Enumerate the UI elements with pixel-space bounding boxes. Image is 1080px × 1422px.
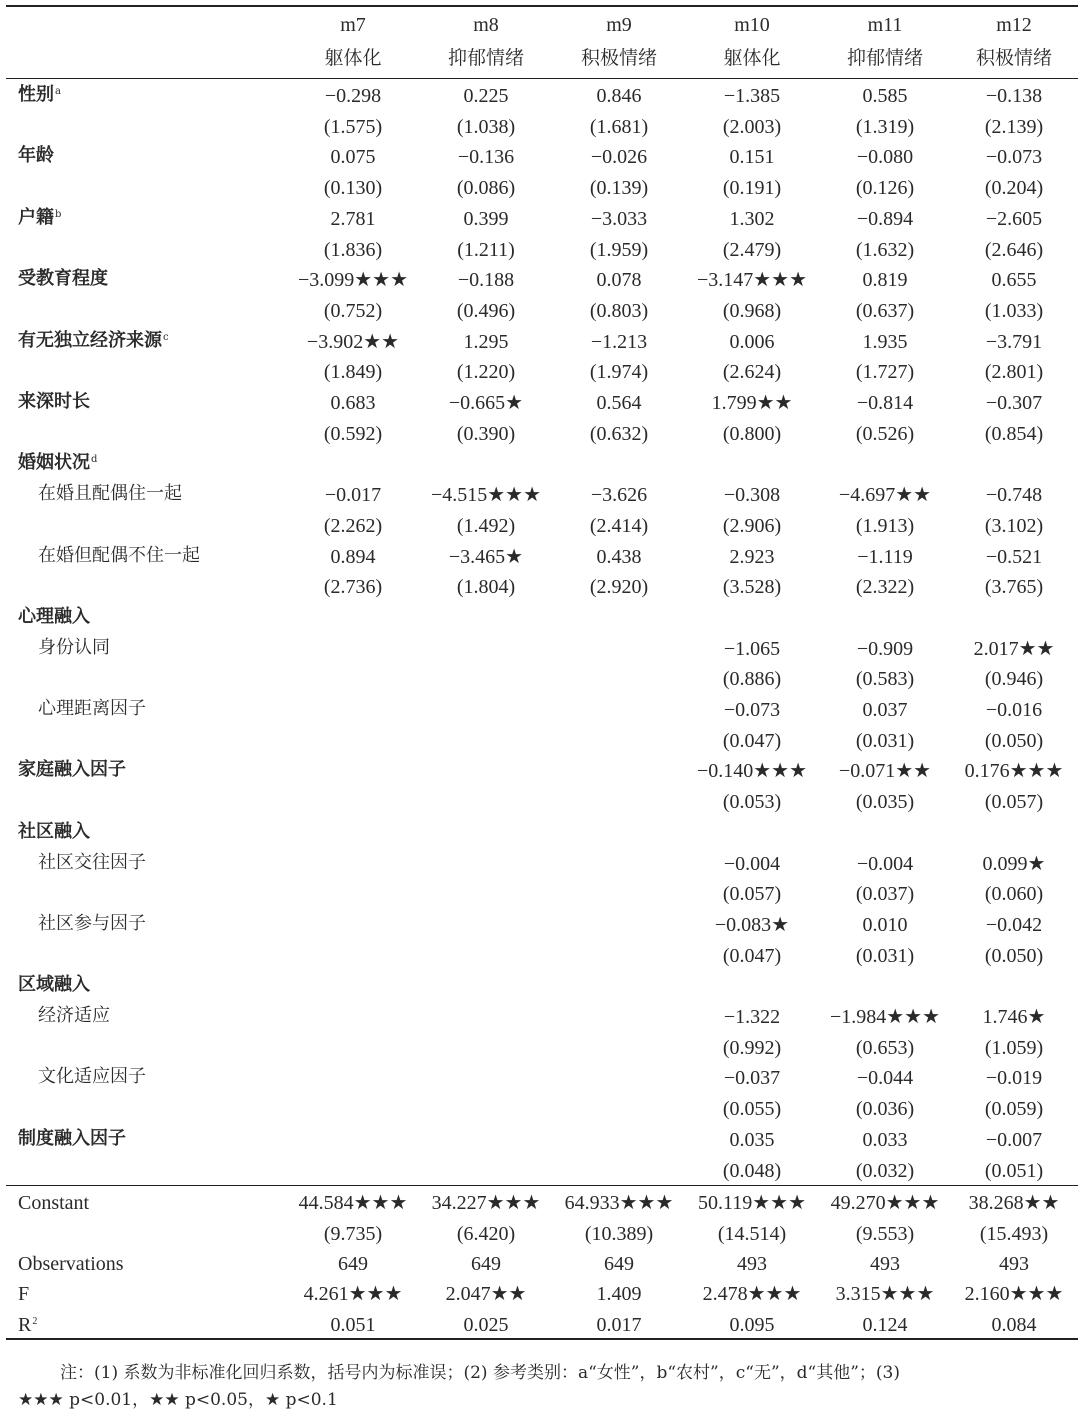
- coefficient-cell: −0.307: [985, 392, 1043, 414]
- std-error-cell: (0.854): [984, 423, 1044, 445]
- std-error-cell: (0.060): [984, 883, 1044, 905]
- coefficient-cell: −0.748: [985, 484, 1043, 506]
- std-error-cell: (1.959): [589, 239, 649, 261]
- std-error-cell: (0.800): [722, 423, 782, 445]
- coefficient-cell: −0.909: [856, 638, 914, 660]
- coefficient-cell: 0.564: [596, 392, 642, 414]
- coefficient-cell: −1.119: [857, 546, 913, 568]
- std-error-cell: (1.220): [456, 361, 516, 383]
- std-error-cell: (0.031): [855, 730, 915, 752]
- coefficient-cell: −0.188: [457, 269, 515, 291]
- row-label-superscript: d: [91, 454, 98, 465]
- coefficient-cell: −0.016: [985, 699, 1043, 721]
- std-error-cell: (0.390): [456, 423, 516, 445]
- column-dv-m8: 抑郁情绪: [447, 47, 524, 69]
- row-label: 身份认同: [38, 637, 110, 658]
- std-error-cell: (3.765): [984, 576, 1044, 598]
- std-error-cell: (2.801): [984, 361, 1044, 383]
- std-error-cell: (1.059): [984, 1037, 1044, 1059]
- coefficient-cell: 0.006: [729, 331, 775, 353]
- column-dv-m11: 抑郁情绪: [846, 47, 923, 69]
- coefficient-cell: 0.033: [862, 1129, 908, 1151]
- std-error-cell: (1.913): [855, 515, 915, 537]
- coefficient-cell: −4.697★★: [838, 484, 932, 506]
- header-rule: [6, 78, 1078, 79]
- coefficient-cell: −0.138: [985, 85, 1043, 107]
- std-error-cell: (0.050): [984, 945, 1044, 967]
- std-error-cell: (0.992): [722, 1037, 782, 1059]
- coefficient-cell: −1.065: [723, 638, 781, 660]
- stat-label: Constant: [18, 1192, 90, 1214]
- stat-cell: 0.084: [991, 1314, 1037, 1336]
- row-label: 区域融入: [18, 974, 90, 995]
- stat-cell: 3.315★★★: [835, 1283, 935, 1305]
- row-label: 制度融入因子: [18, 1128, 126, 1149]
- std-error-cell: (1.033): [984, 300, 1044, 322]
- std-error-cell: (0.946): [984, 668, 1044, 690]
- stat-cell: 649: [604, 1253, 634, 1275]
- coefficient-cell: −1.213: [590, 331, 648, 353]
- row-label: 婚姻状况$^d$: [18, 452, 98, 473]
- coefficient-cell: −4.515★★★: [430, 484, 542, 506]
- row-label: 经济适应: [38, 1005, 110, 1026]
- coefficient-cell: 0.035: [729, 1129, 775, 1151]
- column-model-m11: m11: [867, 14, 903, 36]
- coefficient-cell: 0.151: [729, 146, 775, 168]
- coefficient-cell: 0.655: [991, 269, 1037, 291]
- row-label: 受教育程度: [18, 268, 108, 289]
- coefficient-cell: 2.781: [330, 208, 376, 230]
- std-error-cell: (2.646): [984, 239, 1044, 261]
- stat-cell: 0.017: [596, 1314, 642, 1336]
- coefficient-cell: −3.791: [985, 331, 1043, 353]
- stat-cell: 4.261★★★: [303, 1283, 403, 1305]
- std-error-cell: (2.624): [722, 361, 782, 383]
- coefficient-cell: −0.136: [457, 146, 515, 168]
- coefficient-cell: 0.819: [862, 269, 908, 291]
- row-label-superscript: a: [55, 86, 61, 97]
- std-error-cell: (1.727): [855, 361, 915, 383]
- std-error-cell: (1.974): [589, 361, 649, 383]
- coefficient-cell: −0.083★: [714, 914, 790, 936]
- coefficient-cell: 0.078: [596, 269, 642, 291]
- coefficient-cell: 0.176★★★: [964, 760, 1064, 782]
- std-error-cell: (0.037): [855, 883, 915, 905]
- std-error-cell: (0.032): [855, 1160, 915, 1182]
- std-error-cell: (2.322): [855, 576, 915, 598]
- note-line-1: 注：(1) 系数为非标准化回归系数，括号内为标准误；(2) 参考类别：a“女性”，b“农村”，c“无”，d“其他”；(3): [60, 1363, 900, 1383]
- coefficient-cell: −1.385: [723, 85, 781, 107]
- stat-cell: 2.160★★★: [964, 1283, 1064, 1305]
- coefficient-cell: −0.004: [856, 853, 914, 875]
- row-label: 心理距离因子: [38, 698, 146, 719]
- table-note: [18, 1360, 1068, 1414]
- stat-cell: 1.409: [596, 1283, 642, 1305]
- std-error-cell: (2.414): [589, 515, 649, 537]
- std-error-cell: (2.139): [984, 116, 1044, 138]
- coefficient-cell: −3.033: [590, 208, 648, 230]
- bottom-rule: [6, 1338, 1078, 1340]
- stat-cell: 2.478★★★: [702, 1283, 802, 1305]
- coefficient-cell: −3.147★★★: [696, 269, 808, 291]
- coefficient-cell: −0.037: [723, 1067, 781, 1089]
- std-error-cell: (0.968): [722, 300, 782, 322]
- row-label: 社区参与因子: [38, 913, 146, 934]
- std-error-cell: (2.262): [323, 515, 383, 537]
- std-error-cell: (0.053): [722, 791, 782, 813]
- coefficient-cell: 0.399: [463, 208, 509, 230]
- coefficient-cell: 1.302: [729, 208, 775, 230]
- std-error-cell: (0.059): [984, 1098, 1044, 1120]
- stat-cell: 493: [999, 1253, 1029, 1275]
- column-dv-m9: 积极情绪: [580, 47, 657, 69]
- std-error-cell: (0.886): [722, 668, 782, 690]
- std-error-cell: (0.592): [323, 423, 383, 445]
- column-dv-m12: 积极情绪: [975, 47, 1052, 69]
- stat-cell: (10.389): [584, 1223, 654, 1245]
- std-error-cell: (1.632): [855, 239, 915, 261]
- stat-cell: (6.420): [456, 1223, 516, 1245]
- stat-cell: 0.124: [862, 1314, 908, 1336]
- coefficient-cell: −3.099★★★: [297, 269, 409, 291]
- row-label: 在婚但配偶不住一起: [38, 545, 200, 566]
- std-error-cell: (1.804): [456, 576, 516, 598]
- coefficient-cell: 0.010: [862, 914, 908, 936]
- coefficient-cell: −0.894: [856, 208, 914, 230]
- std-error-cell: (0.637): [855, 300, 915, 322]
- stat-cell: 44.584★★★: [298, 1192, 408, 1214]
- std-error-cell: (0.496): [456, 300, 516, 322]
- note-line-2: ★★★ p<0.01，★★ p<0.05，★ p<0.1: [18, 1390, 338, 1410]
- stat-label: Observations: [18, 1253, 124, 1275]
- coefficient-cell: −2.605: [985, 208, 1043, 230]
- stat-cell: 34.227★★★: [431, 1192, 541, 1214]
- coefficient-cell: 1.295: [463, 331, 509, 353]
- stat-cell: 0.025: [463, 1314, 509, 1336]
- coefficient-cell: −0.298: [324, 85, 382, 107]
- column-model-m12: m12: [996, 14, 1032, 36]
- stat-cell: 649: [338, 1253, 368, 1275]
- row-label: 社区融入: [18, 821, 90, 842]
- std-error-cell: (0.048): [722, 1160, 782, 1182]
- coefficient-cell: −3.902★★: [306, 331, 400, 353]
- std-error-cell: (2.003): [722, 116, 782, 138]
- std-error-cell: (2.479): [722, 239, 782, 261]
- std-error-cell: (1.211): [457, 239, 515, 261]
- top-rule: [6, 5, 1078, 7]
- coefficient-cell: 0.099★: [982, 853, 1046, 875]
- row-label: 心理融入: [18, 606, 90, 627]
- coefficient-cell: 0.894: [330, 546, 376, 568]
- std-error-cell: (0.047): [722, 730, 782, 752]
- column-dv-m10: 躯体化: [723, 47, 781, 69]
- stat-cell: 493: [870, 1253, 900, 1275]
- std-error-cell: (1.575): [323, 116, 383, 138]
- std-error-cell: (1.038): [456, 116, 516, 138]
- std-error-cell: (2.906): [722, 515, 782, 537]
- coefficient-cell: −0.073: [985, 146, 1043, 168]
- stat-label: $R^2$: [18, 1314, 38, 1336]
- coefficient-cell: −3.465★: [448, 546, 524, 568]
- std-error-cell: (0.086): [456, 177, 516, 199]
- coefficient-cell: −0.308: [723, 484, 781, 506]
- coefficient-cell: −0.073: [723, 699, 781, 721]
- std-error-cell: (1.836): [323, 239, 383, 261]
- std-error-cell: (0.031): [855, 945, 915, 967]
- coefficient-cell: −0.042: [985, 914, 1043, 936]
- std-error-cell: (0.126): [855, 177, 915, 199]
- std-error-cell: (0.055): [722, 1098, 782, 1120]
- coefficient-cell: 1.799★★: [711, 392, 793, 414]
- coefficient-cell: −0.004: [723, 853, 781, 875]
- row-label-superscript: b: [55, 209, 62, 220]
- coefficient-cell: 2.017★★: [973, 638, 1055, 660]
- coefficient-cell: 0.683: [330, 392, 376, 414]
- std-error-cell: (0.204): [984, 177, 1044, 199]
- stat-cell: 38.268★★: [968, 1192, 1060, 1214]
- coefficient-cell: 1.935: [862, 331, 908, 353]
- std-error-cell: (1.492): [456, 515, 516, 537]
- row-label: 社区交往因子: [38, 852, 146, 873]
- std-error-cell: (0.583): [855, 668, 915, 690]
- stat-cell: 64.933★★★: [564, 1192, 674, 1214]
- row-label: 文化适应因子: [38, 1066, 146, 1087]
- std-error-cell: (1.849): [323, 361, 383, 383]
- stat-cell: 493: [737, 1253, 767, 1275]
- stat-cell: 50.119★★★: [697, 1192, 807, 1214]
- std-error-cell: (2.736): [323, 576, 383, 598]
- std-error-cell: (0.191): [722, 177, 782, 199]
- column-dv-m7: 躯体化: [324, 47, 382, 69]
- row-label: 年龄: [18, 145, 54, 166]
- coefficient-cell: −0.017: [324, 484, 382, 506]
- coefficient-cell: 0.037: [862, 699, 908, 721]
- coefficient-cell: −3.626: [590, 484, 648, 506]
- stat-cell: 649: [471, 1253, 501, 1275]
- std-error-cell: (0.051): [984, 1160, 1044, 1182]
- row-label: 在婚且配偶住一起: [38, 483, 182, 504]
- std-error-cell: (0.035): [855, 791, 915, 813]
- row-label: 户籍$^b$: [18, 207, 62, 228]
- std-error-cell: (0.803): [589, 300, 649, 322]
- stat-cell: 0.051: [330, 1314, 376, 1336]
- std-error-cell: (2.920): [589, 576, 649, 598]
- std-error-cell: (0.050): [984, 730, 1044, 752]
- coefficient-cell: −0.080: [856, 146, 914, 168]
- coefficient-cell: 1.746★: [982, 1006, 1046, 1028]
- std-error-cell: (0.057): [722, 883, 782, 905]
- std-error-cell: (1.681): [589, 116, 649, 138]
- std-error-cell: (0.139): [589, 177, 649, 199]
- std-error-cell: (0.653): [855, 1037, 915, 1059]
- std-error-cell: (0.036): [855, 1098, 915, 1120]
- stat-label: F: [18, 1283, 30, 1305]
- column-model-m8: m8: [473, 14, 499, 36]
- coefficient-cell: −0.044: [856, 1067, 914, 1089]
- std-error-cell: (3.528): [722, 576, 782, 598]
- coefficient-cell: 0.075: [330, 146, 376, 168]
- std-error-cell: (0.130): [323, 177, 383, 199]
- coefficient-cell: −1.322: [723, 1006, 781, 1028]
- stat-cell: 49.270★★★: [830, 1192, 940, 1214]
- std-error-cell: (3.102): [984, 515, 1044, 537]
- std-error-cell: (1.319): [855, 116, 915, 138]
- row-label-superscript: c: [163, 332, 169, 343]
- row-label: 有无独立经济来源$^c$: [18, 330, 169, 351]
- coefficient-cell: −0.071★★: [838, 760, 932, 782]
- std-error-cell: (0.632): [589, 423, 649, 445]
- coefficient-cell: −0.026: [590, 146, 648, 168]
- stat-cell: (9.553): [855, 1223, 915, 1245]
- coefficient-cell: 0.846: [596, 85, 642, 107]
- std-error-cell: (0.047): [722, 945, 782, 967]
- stat-cell: (15.493): [979, 1223, 1049, 1245]
- column-model-m9: m9: [606, 14, 632, 36]
- row-label: 性别$^a$: [18, 84, 61, 105]
- stat-cell: 2.047★★: [445, 1283, 527, 1305]
- coefficient-cell: 0.585: [862, 85, 908, 107]
- coefficient-cell: 2.923: [729, 546, 775, 568]
- coefficient-cell: −1.984★★★: [829, 1006, 941, 1028]
- row-label: 来深时长: [18, 391, 90, 412]
- stat-label-superscript: 2: [32, 1316, 38, 1327]
- coefficient-cell: −0.007: [985, 1129, 1043, 1151]
- column-model-m10: m10: [734, 14, 770, 36]
- coefficient-cell: 0.438: [596, 546, 642, 568]
- stat-cell: (9.735): [323, 1223, 383, 1245]
- coefficient-cell: −0.140★★★: [696, 760, 808, 782]
- stat-cell: 0.095: [729, 1314, 775, 1336]
- std-error-cell: (0.057): [984, 791, 1044, 813]
- coefficient-cell: −0.019: [985, 1067, 1043, 1089]
- std-error-cell: (0.526): [855, 423, 915, 445]
- coefficient-cell: −0.521: [985, 546, 1043, 568]
- stat-cell: (14.514): [717, 1223, 787, 1245]
- row-label: 家庭融入因子: [18, 759, 126, 780]
- std-error-cell: (0.752): [323, 300, 383, 322]
- coefficient-cell: 0.225: [463, 85, 509, 107]
- coefficient-cell: −0.814: [856, 392, 914, 414]
- stats-rule: [6, 1185, 1078, 1186]
- column-model-m7: m7: [340, 14, 366, 36]
- coefficient-cell: −0.665★: [448, 392, 524, 414]
